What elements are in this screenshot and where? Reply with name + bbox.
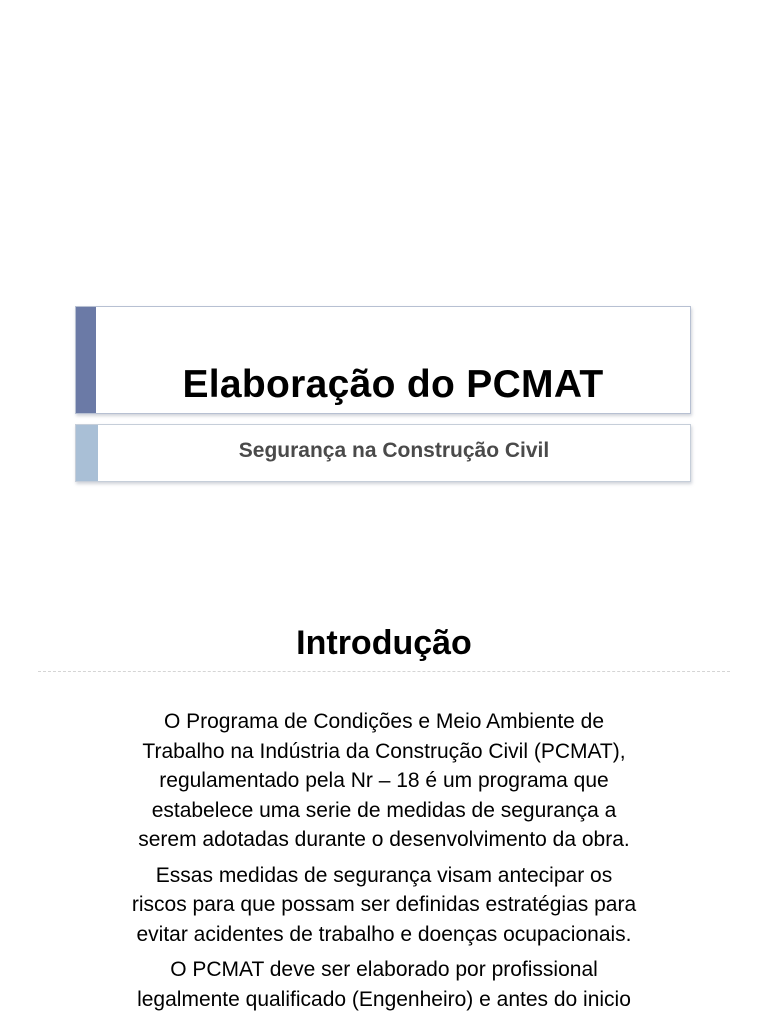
intro-paragraph: Essas medidas de segurança visam antecipar os riscos para que possam ser definidas estratégias para evitar acidentes de trabalho e doenças ocupacionais. — [131, 863, 637, 946]
intro-paragraph: O Programa de Condições e Meio Ambiente de Trabalho na Indústria da Construção Civil (PCMAT), regulamentado pela Nr – 18 é um programa que estabelece uma serie de medidas de segurança a serem adotadas durante o desenvolvimento da obra. — [138, 710, 630, 851]
heading-divider — [38, 671, 730, 672]
intro-paragraph: O PCMAT deve ser elaborado por profissional legalmente qualificado (Engenheiro) e antes do inicio — [137, 958, 631, 1011]
title-accent-bar — [76, 307, 96, 413]
subtitle-accent-bar — [76, 425, 98, 481]
intro-body — [70, 707, 698, 1020]
subtitle-box — [75, 424, 691, 482]
section-heading: Introdução — [296, 624, 472, 662]
slide-title: Elaboração do PCMAT — [182, 363, 604, 406]
slide-subtitle: Segurança na Construção Civil — [238, 439, 550, 462]
title-box — [75, 306, 691, 414]
